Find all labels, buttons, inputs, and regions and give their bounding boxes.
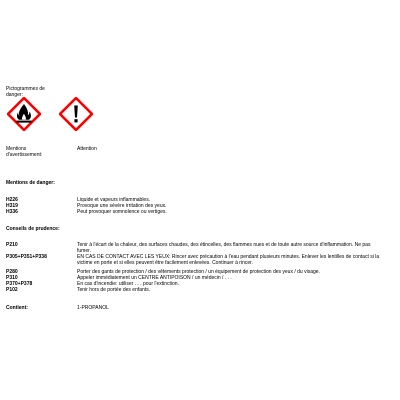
prudence-code: P370+P378: [6, 281, 33, 287]
prudence-code: P310: [6, 275, 18, 281]
prudence-code: P102: [6, 287, 18, 293]
contains-label: Contient:: [6, 305, 28, 311]
prudence-text: Porter des gants de protection / des vêtements protection / un équipement de protection des yeux / du visage.: [77, 269, 320, 275]
hazard-code: H226: [6, 197, 18, 203]
prudence-text: En cas d'incendie: utiliser . . . pour l'extinction.: [77, 281, 179, 287]
flame-pictogram-icon: [7, 97, 41, 131]
hazard-code: H319: [6, 203, 18, 209]
prudence-code: P305+P351+P338: [6, 254, 47, 260]
prudence-text: Appeler immédiatement un CENTRE ANTIPOISON / un médecin / . . .: [77, 275, 232, 281]
exclamation-pictogram-icon: [59, 97, 93, 131]
hazard-code: H336: [6, 209, 18, 215]
prudence-heading: Conseils de prudence:: [6, 226, 60, 232]
pictograms-label: Pictogrammes de danger:: [6, 86, 45, 98]
prudence-code: P210: [6, 242, 18, 248]
signal-word-label: Mentions d'avertissement:: [6, 146, 43, 158]
hazard-text: Peut provoquer somnolence ou vertiges.: [77, 209, 167, 215]
signal-word-value: Attention: [77, 146, 97, 152]
prudence-text: Tenir hors de portée des enfants.: [77, 287, 151, 293]
contains-value: 1-PROPANOL: [77, 305, 109, 311]
hazard-heading: Mentions de danger:: [6, 180, 55, 186]
prudence-text: EN CAS DE CONTACT AVEC LES YEUX: Rincer avec précaution à l'eau pendant plusieurs minutes. Enlever les lentilles de contact si la victime en porte et si elles peuvent être facilement enlevées. Continuer à rincer.: [77, 254, 380, 266]
prudence-text: Tenir à l'écart de la chaleur, des surfaces chaudes, des étincelles, des flammes nues et de toute autre source d'inflammation. Ne pas fumer.: [77, 242, 371, 254]
hazard-text: Provoque une sévère irritation des yeux.: [77, 203, 167, 209]
hazard-text: Liquide et vapeurs inflammables.: [77, 197, 151, 203]
prudence-code: P280: [6, 269, 18, 275]
